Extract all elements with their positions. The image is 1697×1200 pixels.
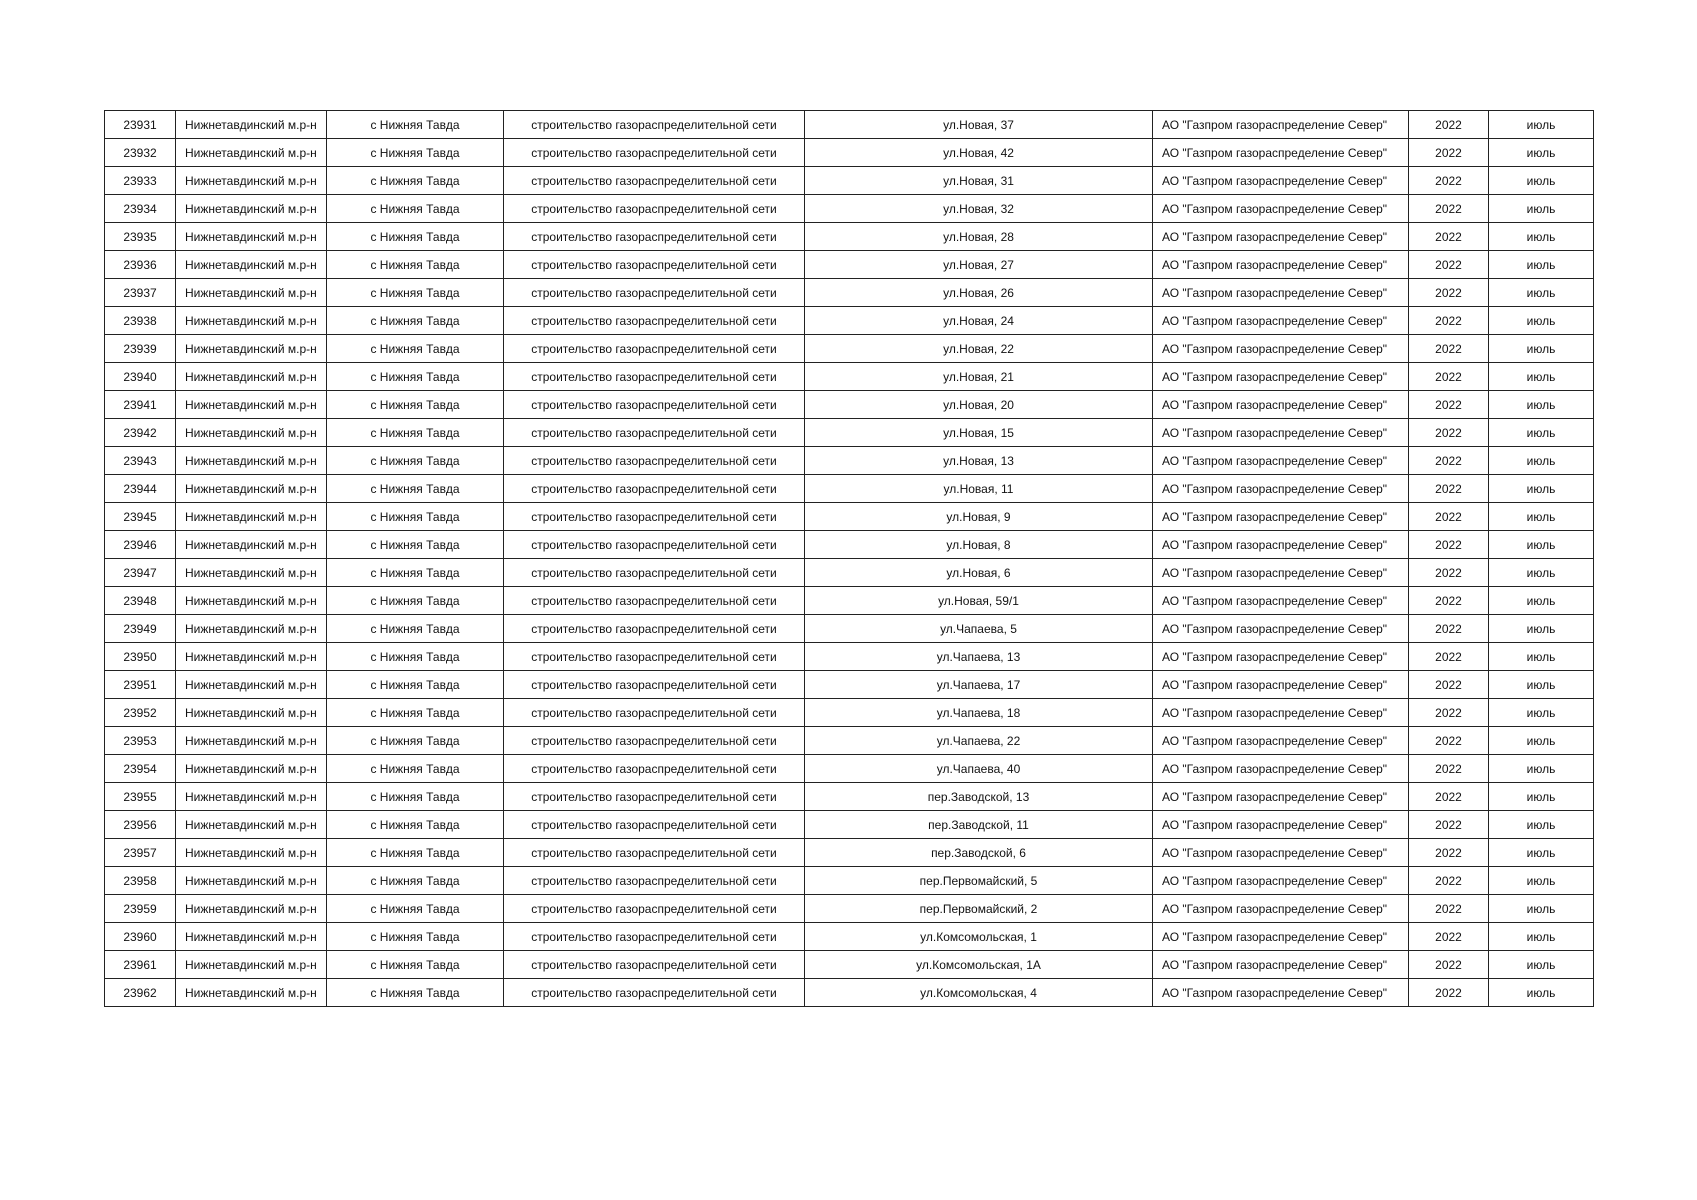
table-row [105, 335, 1594, 363]
work-type-cell: строительство газораспределительной сети [504, 587, 805, 615]
month-cell: июль [1489, 307, 1594, 335]
district-cell: Нижнетавдинский м.р-н [176, 979, 327, 1007]
row-number-cell: 23955 [105, 783, 176, 811]
year-cell: 2022 [1409, 727, 1489, 755]
row-number-cell: 23960 [105, 923, 176, 951]
address-cell: ул.Новая, 37 [805, 111, 1153, 139]
work-type-cell: строительство газораспределительной сети [504, 167, 805, 195]
row-number-cell: 23942 [105, 419, 176, 447]
year-cell: 2022 [1409, 447, 1489, 475]
year-cell: 2022 [1409, 783, 1489, 811]
address-cell: ул.Чапаева, 40 [805, 755, 1153, 783]
settlement-cell: с Нижняя Тавда [327, 839, 504, 867]
district-cell: Нижнетавдинский м.р-н [176, 363, 327, 391]
year-cell: 2022 [1409, 419, 1489, 447]
address-cell: ул.Новая, 15 [805, 419, 1153, 447]
organization-cell: АО "Газпром газораспределение Север" [1153, 643, 1409, 671]
month-cell: июль [1489, 139, 1594, 167]
district-cell: Нижнетавдинский м.р-н [176, 531, 327, 559]
work-type-cell: строительство газораспределительной сети [504, 419, 805, 447]
table-row [105, 643, 1594, 671]
address-cell: ул.Новая, 8 [805, 531, 1153, 559]
organization-cell: АО "Газпром газораспределение Север" [1153, 391, 1409, 419]
row-number-cell: 23948 [105, 587, 176, 615]
work-type-cell: строительство газораспределительной сети [504, 671, 805, 699]
settlement-cell: с Нижняя Тавда [327, 587, 504, 615]
settlement-cell: с Нижняя Тавда [327, 727, 504, 755]
year-cell: 2022 [1409, 335, 1489, 363]
organization-cell: АО "Газпром газораспределение Север" [1153, 363, 1409, 391]
table-body [105, 111, 1594, 1007]
year-cell: 2022 [1409, 391, 1489, 419]
district-cell: Нижнетавдинский м.р-н [176, 671, 327, 699]
settlement-cell: с Нижняя Тавда [327, 419, 504, 447]
year-cell: 2022 [1409, 223, 1489, 251]
work-type-cell: строительство газораспределительной сети [504, 307, 805, 335]
table-row [105, 419, 1594, 447]
year-cell: 2022 [1409, 531, 1489, 559]
organization-cell: АО "Газпром газораспределение Север" [1153, 951, 1409, 979]
settlement-cell: с Нижняя Тавда [327, 811, 504, 839]
district-cell: Нижнетавдинский м.р-н [176, 699, 327, 727]
table-row [105, 839, 1594, 867]
work-type-cell: строительство газораспределительной сети [504, 923, 805, 951]
year-cell: 2022 [1409, 111, 1489, 139]
settlement-cell: с Нижняя Тавда [327, 783, 504, 811]
month-cell: июль [1489, 363, 1594, 391]
settlement-cell: с Нижняя Тавда [327, 475, 504, 503]
table-row [105, 923, 1594, 951]
address-cell: пер.Заводской, 13 [805, 783, 1153, 811]
district-cell: Нижнетавдинский м.р-н [176, 335, 327, 363]
address-cell: ул.Новая, 27 [805, 251, 1153, 279]
table-row [105, 979, 1594, 1007]
year-cell: 2022 [1409, 195, 1489, 223]
organization-cell: АО "Газпром газораспределение Север" [1153, 195, 1409, 223]
work-type-cell: строительство газораспределительной сети [504, 503, 805, 531]
organization-cell: АО "Газпром газораспределение Север" [1153, 503, 1409, 531]
settlement-cell: с Нижняя Тавда [327, 895, 504, 923]
settlement-cell: с Нижняя Тавда [327, 139, 504, 167]
organization-cell: АО "Газпром газораспределение Север" [1153, 447, 1409, 475]
work-type-cell: строительство газораспределительной сети [504, 531, 805, 559]
organization-cell: АО "Газпром газораспределение Север" [1153, 559, 1409, 587]
address-cell: ул.Комсомольская, 1 [805, 923, 1153, 951]
work-type-cell: строительство газораспределительной сети [504, 643, 805, 671]
settlement-cell: с Нижняя Тавда [327, 615, 504, 643]
month-cell: июль [1489, 279, 1594, 307]
district-cell: Нижнетавдинский м.р-н [176, 643, 327, 671]
district-cell: Нижнетавдинский м.р-н [176, 447, 327, 475]
organization-cell: АО "Газпром газораспределение Север" [1153, 475, 1409, 503]
work-type-cell: строительство газораспределительной сети [504, 895, 805, 923]
month-cell: июль [1489, 195, 1594, 223]
work-type-cell: строительство газораспределительной сети [504, 839, 805, 867]
address-cell: ул.Новая, 24 [805, 307, 1153, 335]
year-cell: 2022 [1409, 895, 1489, 923]
table-row [105, 615, 1594, 643]
year-cell: 2022 [1409, 867, 1489, 895]
address-cell: ул.Чапаева, 22 [805, 727, 1153, 755]
settlement-cell: с Нижняя Тавда [327, 503, 504, 531]
settlement-cell: с Нижняя Тавда [327, 559, 504, 587]
month-cell: июль [1489, 951, 1594, 979]
row-number-cell: 23943 [105, 447, 176, 475]
table-row [105, 195, 1594, 223]
work-type-cell: строительство газораспределительной сети [504, 363, 805, 391]
month-cell: июль [1489, 251, 1594, 279]
settlement-cell: с Нижняя Тавда [327, 951, 504, 979]
year-cell: 2022 [1409, 251, 1489, 279]
work-type-cell: строительство газораспределительной сети [504, 811, 805, 839]
row-number-cell: 23945 [105, 503, 176, 531]
table-row [105, 279, 1594, 307]
table-row [105, 811, 1594, 839]
district-cell: Нижнетавдинский м.р-н [176, 615, 327, 643]
year-cell: 2022 [1409, 643, 1489, 671]
month-cell: июль [1489, 727, 1594, 755]
district-cell: Нижнетавдинский м.р-н [176, 251, 327, 279]
organization-cell: АО "Газпром газораспределение Север" [1153, 923, 1409, 951]
district-cell: Нижнетавдинский м.р-н [176, 167, 327, 195]
address-cell: ул.Комсомольская, 1А [805, 951, 1153, 979]
work-type-cell: строительство газораспределительной сети [504, 447, 805, 475]
table-row [105, 307, 1594, 335]
address-cell: ул.Чапаева, 13 [805, 643, 1153, 671]
organization-cell: АО "Газпром газораспределение Север" [1153, 419, 1409, 447]
month-cell: июль [1489, 559, 1594, 587]
work-type-cell: строительство газораспределительной сети [504, 867, 805, 895]
district-cell: Нижнетавдинский м.р-н [176, 923, 327, 951]
table-row [105, 251, 1594, 279]
table-row [105, 867, 1594, 895]
month-cell: июль [1489, 643, 1594, 671]
row-number-cell: 23962 [105, 979, 176, 1007]
work-type-cell: строительство газораспределительной сети [504, 391, 805, 419]
table-row [105, 139, 1594, 167]
settlement-cell: с Нижняя Тавда [327, 279, 504, 307]
settlement-cell: с Нижняя Тавда [327, 867, 504, 895]
work-type-cell: строительство газораспределительной сети [504, 475, 805, 503]
month-cell: июль [1489, 923, 1594, 951]
month-cell: июль [1489, 671, 1594, 699]
row-number-cell: 23946 [105, 531, 176, 559]
organization-cell: АО "Газпром газораспределение Север" [1153, 727, 1409, 755]
address-cell: ул.Новая, 9 [805, 503, 1153, 531]
row-number-cell: 23959 [105, 895, 176, 923]
settlement-cell: с Нижняя Тавда [327, 755, 504, 783]
table-row [105, 475, 1594, 503]
year-cell: 2022 [1409, 923, 1489, 951]
work-type-cell: строительство газораспределительной сети [504, 335, 805, 363]
year-cell: 2022 [1409, 475, 1489, 503]
work-type-cell: строительство газораспределительной сети [504, 699, 805, 727]
work-type-cell: строительство газораспределительной сети [504, 279, 805, 307]
organization-cell: АО "Газпром газораспределение Север" [1153, 615, 1409, 643]
month-cell: июль [1489, 419, 1594, 447]
table-row [105, 503, 1594, 531]
month-cell: июль [1489, 587, 1594, 615]
district-cell: Нижнетавдинский м.р-н [176, 727, 327, 755]
month-cell: июль [1489, 335, 1594, 363]
address-cell: ул.Новая, 22 [805, 335, 1153, 363]
table-row [105, 727, 1594, 755]
table-row [105, 587, 1594, 615]
district-cell: Нижнетавдинский м.р-н [176, 139, 327, 167]
month-cell: июль [1489, 503, 1594, 531]
row-number-cell: 23944 [105, 475, 176, 503]
settlement-cell: с Нижняя Тавда [327, 531, 504, 559]
address-cell: пер.Первомайский, 5 [805, 867, 1153, 895]
organization-cell: АО "Газпром газораспределение Север" [1153, 335, 1409, 363]
row-number-cell: 23950 [105, 643, 176, 671]
year-cell: 2022 [1409, 503, 1489, 531]
row-number-cell: 23939 [105, 335, 176, 363]
organization-cell: АО "Газпром газораспределение Север" [1153, 307, 1409, 335]
settlement-cell: с Нижняя Тавда [327, 335, 504, 363]
address-cell: ул.Новая, 59/1 [805, 587, 1153, 615]
year-cell: 2022 [1409, 167, 1489, 195]
district-cell: Нижнетавдинский м.р-н [176, 307, 327, 335]
month-cell: июль [1489, 783, 1594, 811]
settlement-cell: с Нижняя Тавда [327, 251, 504, 279]
organization-cell: АО "Газпром газораспределение Север" [1153, 279, 1409, 307]
organization-cell: АО "Газпром газораспределение Север" [1153, 139, 1409, 167]
year-cell: 2022 [1409, 587, 1489, 615]
table-row [105, 951, 1594, 979]
district-cell: Нижнетавдинский м.р-н [176, 951, 327, 979]
district-cell: Нижнетавдинский м.р-н [176, 783, 327, 811]
month-cell: июль [1489, 811, 1594, 839]
settlement-cell: с Нижняя Тавда [327, 223, 504, 251]
address-cell: ул.Новая, 26 [805, 279, 1153, 307]
work-type-cell: строительство газораспределительной сети [504, 223, 805, 251]
district-cell: Нижнетавдинский м.р-н [176, 475, 327, 503]
district-cell: Нижнетавдинский м.р-н [176, 895, 327, 923]
district-cell: Нижнетавдинский м.р-н [176, 559, 327, 587]
organization-cell: АО "Газпром газораспределение Север" [1153, 783, 1409, 811]
row-number-cell: 23947 [105, 559, 176, 587]
table-row [105, 755, 1594, 783]
settlement-cell: с Нижняя Тавда [327, 671, 504, 699]
district-cell: Нижнетавдинский м.р-н [176, 419, 327, 447]
table-row [105, 699, 1594, 727]
district-cell: Нижнетавдинский м.р-н [176, 279, 327, 307]
row-number-cell: 23937 [105, 279, 176, 307]
month-cell: июль [1489, 839, 1594, 867]
address-cell: пер.Заводской, 6 [805, 839, 1153, 867]
work-type-cell: строительство газораспределительной сети [504, 251, 805, 279]
settlement-cell: с Нижняя Тавда [327, 195, 504, 223]
row-number-cell: 23933 [105, 167, 176, 195]
organization-cell: АО "Газпром газораспределение Север" [1153, 755, 1409, 783]
month-cell: июль [1489, 475, 1594, 503]
address-cell: ул.Чапаева, 18 [805, 699, 1153, 727]
organization-cell: АО "Газпром газораспределение Север" [1153, 671, 1409, 699]
month-cell: июль [1489, 979, 1594, 1007]
address-cell: ул.Новая, 31 [805, 167, 1153, 195]
settlement-cell: с Нижняя Тавда [327, 979, 504, 1007]
organization-cell: АО "Газпром газораспределение Север" [1153, 167, 1409, 195]
year-cell: 2022 [1409, 839, 1489, 867]
year-cell: 2022 [1409, 671, 1489, 699]
organization-cell: АО "Газпром газораспределение Север" [1153, 223, 1409, 251]
row-number-cell: 23961 [105, 951, 176, 979]
address-cell: ул.Новая, 28 [805, 223, 1153, 251]
row-number-cell: 23931 [105, 111, 176, 139]
work-type-cell: строительство газораспределительной сети [504, 195, 805, 223]
row-number-cell: 23951 [105, 671, 176, 699]
work-type-cell: строительство газораспределительной сети [504, 783, 805, 811]
district-cell: Нижнетавдинский м.р-н [176, 195, 327, 223]
organization-cell: АО "Газпром газораспределение Север" [1153, 251, 1409, 279]
month-cell: июль [1489, 391, 1594, 419]
row-number-cell: 23958 [105, 867, 176, 895]
table-row [105, 783, 1594, 811]
work-type-cell: строительство газораспределительной сети [504, 139, 805, 167]
settlement-cell: с Нижняя Тавда [327, 363, 504, 391]
year-cell: 2022 [1409, 307, 1489, 335]
district-cell: Нижнетавдинский м.р-н [176, 503, 327, 531]
address-cell: ул.Чапаева, 5 [805, 615, 1153, 643]
month-cell: июль [1489, 615, 1594, 643]
district-cell: Нижнетавдинский м.р-н [176, 755, 327, 783]
address-cell: ул.Новая, 21 [805, 363, 1153, 391]
month-cell: июль [1489, 699, 1594, 727]
settlement-cell: с Нижняя Тавда [327, 307, 504, 335]
month-cell: июль [1489, 867, 1594, 895]
address-cell: ул.Новая, 11 [805, 475, 1153, 503]
row-number-cell: 23952 [105, 699, 176, 727]
table-row [105, 167, 1594, 195]
row-number-cell: 23940 [105, 363, 176, 391]
settlement-cell: с Нижняя Тавда [327, 447, 504, 475]
organization-cell: АО "Газпром газораспределение Север" [1153, 839, 1409, 867]
table-row [105, 671, 1594, 699]
organization-cell: АО "Газпром газораспределение Север" [1153, 111, 1409, 139]
table-row [105, 223, 1594, 251]
district-cell: Нижнетавдинский м.р-н [176, 223, 327, 251]
year-cell: 2022 [1409, 755, 1489, 783]
address-cell: ул.Новая, 32 [805, 195, 1153, 223]
work-type-cell: строительство газораспределительной сети [504, 559, 805, 587]
month-cell: июль [1489, 111, 1594, 139]
district-cell: Нижнетавдинский м.р-н [176, 587, 327, 615]
work-type-cell: строительство газораспределительной сети [504, 111, 805, 139]
month-cell: июль [1489, 895, 1594, 923]
month-cell: июль [1489, 167, 1594, 195]
district-cell: Нижнетавдинский м.р-н [176, 839, 327, 867]
row-number-cell: 23957 [105, 839, 176, 867]
organization-cell: АО "Газпром газораспределение Север" [1153, 895, 1409, 923]
organization-cell: АО "Газпром газораспределение Север" [1153, 587, 1409, 615]
row-number-cell: 23956 [105, 811, 176, 839]
month-cell: июль [1489, 531, 1594, 559]
work-type-cell: строительство газораспределительной сети [504, 615, 805, 643]
address-cell: ул.Новая, 20 [805, 391, 1153, 419]
year-cell: 2022 [1409, 811, 1489, 839]
row-number-cell: 23938 [105, 307, 176, 335]
table-row [105, 531, 1594, 559]
row-number-cell: 23949 [105, 615, 176, 643]
month-cell: июль [1489, 755, 1594, 783]
year-cell: 2022 [1409, 363, 1489, 391]
settlement-cell: с Нижняя Тавда [327, 167, 504, 195]
address-cell: пер.Первомайский, 2 [805, 895, 1153, 923]
row-number-cell: 23941 [105, 391, 176, 419]
row-number-cell: 23932 [105, 139, 176, 167]
year-cell: 2022 [1409, 615, 1489, 643]
address-cell: ул.Новая, 13 [805, 447, 1153, 475]
work-type-cell: строительство газораспределительной сети [504, 979, 805, 1007]
row-number-cell: 23934 [105, 195, 176, 223]
year-cell: 2022 [1409, 139, 1489, 167]
year-cell: 2022 [1409, 559, 1489, 587]
address-cell: ул.Комсомольская, 4 [805, 979, 1153, 1007]
row-number-cell: 23936 [105, 251, 176, 279]
district-cell: Нижнетавдинский м.р-н [176, 391, 327, 419]
district-cell: Нижнетавдинский м.р-н [176, 867, 327, 895]
organization-cell: АО "Газпром газораспределение Север" [1153, 979, 1409, 1007]
table-row [105, 447, 1594, 475]
row-number-cell: 23935 [105, 223, 176, 251]
year-cell: 2022 [1409, 951, 1489, 979]
work-type-cell: строительство газораспределительной сети [504, 727, 805, 755]
organization-cell: АО "Газпром газораспределение Север" [1153, 811, 1409, 839]
settlement-cell: с Нижняя Тавда [327, 923, 504, 951]
settlement-cell: с Нижняя Тавда [327, 111, 504, 139]
address-cell: ул.Новая, 42 [805, 139, 1153, 167]
year-cell: 2022 [1409, 279, 1489, 307]
address-cell: ул.Чапаева, 17 [805, 671, 1153, 699]
address-cell: пер.Заводской, 11 [805, 811, 1153, 839]
work-type-cell: строительство газораспределительной сети [504, 951, 805, 979]
row-number-cell: 23954 [105, 755, 176, 783]
settlement-cell: с Нижняя Тавда [327, 699, 504, 727]
month-cell: июль [1489, 447, 1594, 475]
address-cell: ул.Новая, 6 [805, 559, 1153, 587]
organization-cell: АО "Газпром газораспределение Север" [1153, 867, 1409, 895]
organization-cell: АО "Газпром газораспределение Север" [1153, 531, 1409, 559]
year-cell: 2022 [1409, 699, 1489, 727]
table-row [105, 111, 1594, 139]
table-row [105, 895, 1594, 923]
work-type-cell: строительство газораспределительной сети [504, 755, 805, 783]
table-row [105, 363, 1594, 391]
table-row [105, 391, 1594, 419]
district-cell: Нижнетавдинский м.р-н [176, 811, 327, 839]
organization-cell: АО "Газпром газораспределение Север" [1153, 699, 1409, 727]
table-row [105, 559, 1594, 587]
district-cell: Нижнетавдинский м.р-н [176, 111, 327, 139]
year-cell: 2022 [1409, 979, 1489, 1007]
row-number-cell: 23953 [105, 727, 176, 755]
settlement-cell: с Нижняя Тавда [327, 643, 504, 671]
data-table [104, 110, 1594, 1007]
settlement-cell: с Нижняя Тавда [327, 391, 504, 419]
month-cell: июль [1489, 223, 1594, 251]
